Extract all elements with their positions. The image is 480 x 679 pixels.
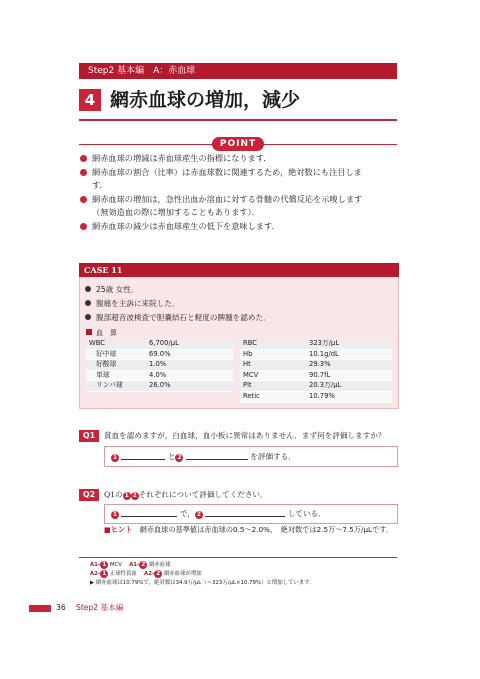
case-item-text: 腹部超音波検査で胆嚢結石と軽度の脾腫を認めた． <box>96 312 271 322</box>
answer-blank-2[interactable] <box>186 451 248 460</box>
bullet-icon <box>80 223 87 230</box>
lab-name: 好酸球 <box>86 360 146 371</box>
blood-count-label-text: 血 算 <box>96 329 117 337</box>
circle-number-icon: 1 <box>102 561 107 568</box>
circle-number-icon: 2 <box>177 454 182 461</box>
circle-number-icon: 1 <box>112 511 118 518</box>
lab-row <box>240 360 392 371</box>
point-list <box>79 152 399 234</box>
section-header-band <box>79 63 397 79</box>
point-item <box>79 193 399 207</box>
point-item-text: 網赤血球の増加は，急性出血か溶血に対する骨髄の代償反応を示唆します <box>92 193 363 204</box>
footer-section: Step2 基本編 <box>76 603 124 612</box>
answer-divider <box>79 557 397 558</box>
lab-row <box>86 381 233 392</box>
point-item <box>79 166 399 180</box>
point-item-text: 網赤血球の減少は赤血球産生の低下を意味します． <box>92 220 280 231</box>
circle-number-icon: 1 <box>102 570 107 577</box>
q2-text-post: それぞれについて評価してください． <box>138 490 268 499</box>
case-item-text: 25歳 女性． <box>96 285 139 294</box>
circle-number-icon: 2 <box>196 511 201 518</box>
answer-text: 網赤血球が増加 <box>163 571 202 577</box>
answer-blank-1[interactable] <box>121 508 177 517</box>
lab-value: 10.1g/dL <box>306 349 392 360</box>
lab-name: Ht <box>240 360 306 371</box>
lab-row <box>86 360 233 371</box>
footer-bar <box>29 605 51 612</box>
circle-number-icon: 2 <box>141 561 146 568</box>
case-item <box>84 297 394 311</box>
lab-row <box>240 370 392 381</box>
bullet-icon <box>80 196 87 203</box>
circle-number-icon: 2 <box>156 570 161 577</box>
point-item-continued <box>79 179 399 193</box>
q2-tag: Q2 <box>79 489 99 501</box>
lab-row <box>240 349 392 360</box>
page-number: 36 <box>56 603 66 612</box>
answer-label: A2- <box>143 571 155 577</box>
answer-text: 網赤血球 <box>149 562 171 568</box>
hint-text: 網赤血球の基準値は赤血球の0.5～2.0%， 絶対数では2.5万～7.5万/μLです． <box>139 525 394 534</box>
blood-count-label <box>86 328 117 338</box>
lab-value: 90.7fL <box>306 370 392 381</box>
q1-answer-box <box>104 446 398 467</box>
bullet-icon <box>85 286 91 292</box>
case-item <box>84 311 394 325</box>
lab-name: リンパ球 <box>86 381 146 392</box>
point-item-text: 網赤血球の割合（比率）は赤血球数に関連するため，絶対数にも注目しま <box>92 166 362 177</box>
lab-value: 69.0% <box>146 349 233 360</box>
lab-row <box>86 339 233 349</box>
lab-value: 323万/μL <box>306 339 392 349</box>
q2-text-pre: Q1の <box>104 490 123 499</box>
lab-table-left <box>86 339 233 392</box>
case-item-text: 腹痛を主訴に来院した． <box>96 298 180 308</box>
lab-name: RBC <box>240 339 306 349</box>
answer-label: A1- <box>129 562 140 568</box>
lab-row <box>86 370 233 381</box>
lab-name: WBC <box>86 339 146 349</box>
point-item-continued <box>79 206 399 220</box>
answer-label: A2- <box>90 571 101 577</box>
lab-row <box>240 381 392 392</box>
lab-name: 単球 <box>86 370 146 381</box>
lab-value: 20.3万/μL <box>306 381 392 392</box>
answer-text: MCV <box>109 562 128 568</box>
q2-suffix-text: している． <box>287 509 326 518</box>
answer-line-1 <box>90 561 315 570</box>
answer-block <box>90 561 315 588</box>
lab-row <box>240 339 392 349</box>
bullet-icon <box>85 300 91 306</box>
lab-row <box>240 391 392 402</box>
point-item-text: す． <box>92 180 108 191</box>
q2-answer-box <box>104 504 398 524</box>
lab-name: 好中球 <box>86 349 146 360</box>
q1-text: 貧血を認めますが，白血球，血小板に異常はありません．まず何を評価しますか？ <box>104 431 386 440</box>
lab-value: 1.0% <box>146 360 233 371</box>
answer-blank-2[interactable] <box>205 508 285 517</box>
bullet-icon <box>85 314 91 320</box>
case-list <box>84 283 394 324</box>
lab-row <box>86 349 233 360</box>
q2-mid-text: で， <box>179 509 195 518</box>
point-item <box>79 220 399 234</box>
answer-label: A1- <box>90 562 101 568</box>
lab-name: Hb <box>240 349 306 360</box>
section-header-text: Step2 基本編 A：赤血球 <box>88 66 196 76</box>
hint <box>104 524 393 536</box>
case-header: CASE 11 <box>79 263 399 277</box>
bullet-icon <box>80 169 87 176</box>
lab-value: 26.0% <box>146 381 233 392</box>
q2-text <box>104 487 268 502</box>
lab-value: 6,700/μL <box>146 339 233 349</box>
q1-and-text: と <box>167 452 176 461</box>
hint-label: ■ヒント <box>104 525 133 534</box>
point-badge: POINT <box>212 137 264 151</box>
lab-name: Plt <box>240 381 306 392</box>
q1-tag: Q1 <box>79 430 99 442</box>
answer-blank-1[interactable] <box>121 451 165 460</box>
lab-table-right <box>240 339 392 403</box>
chapter-number-badge: 4 <box>79 89 101 111</box>
answer-note: ▶ 網赤血球は10.79%で，絶対数は34.9万/μL（＝323万/μL×10.79%）と増加しています． <box>90 580 315 586</box>
circle-number-icon: 1 <box>112 454 118 461</box>
square-icon <box>86 329 92 335</box>
point-item-text: 網赤血球の増減は赤血球産生の指標になります． <box>92 153 272 163</box>
answer-line-2 <box>90 570 315 579</box>
lab-value: 4.0% <box>146 370 233 381</box>
page-title: 網赤血球の増加，減少 <box>110 89 301 111</box>
lab-value: 10.79% <box>306 391 392 402</box>
lab-name: MCV <box>240 370 306 381</box>
bullet-icon <box>80 155 87 162</box>
answer-text: 正球性貧血 <box>109 571 143 577</box>
title-underline <box>79 119 397 121</box>
lab-value: 29.3% <box>306 360 392 371</box>
q1-suffix-text: を評価する． <box>250 452 296 461</box>
point-item <box>79 152 399 166</box>
circle-number-icon: 2 <box>132 492 137 499</box>
lab-name: Retic <box>240 391 306 402</box>
circle-number-icon: 1 <box>124 492 129 499</box>
case-item <box>84 283 394 297</box>
point-item-text: （無効造血の際に増加することもあります）． <box>92 207 260 218</box>
